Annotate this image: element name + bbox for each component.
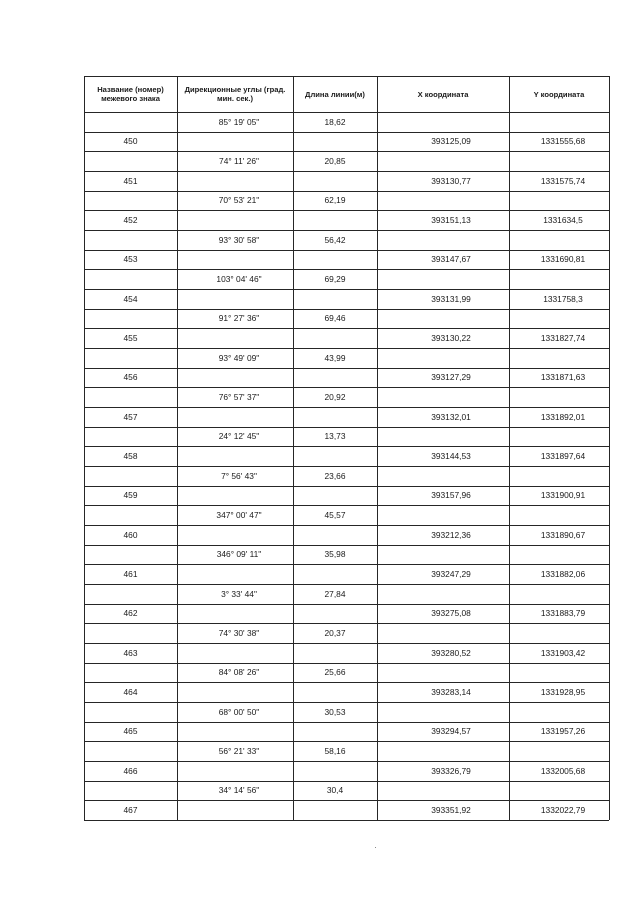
table-cell-name: 459 [123,490,138,501]
table-cell-length [293,722,377,741]
table-cell-name: 451 [123,175,138,186]
table-cell-length: 30,4 [326,785,344,796]
table-cell-y [513,151,613,170]
table-cell-y: 1331882,06 [540,569,586,580]
table-column-rule [377,76,378,820]
table-cell-length: 62,19 [324,195,346,206]
table-cell-name [84,348,177,367]
table-cell-angle [181,171,297,190]
table-cell-angle [181,446,297,465]
table-cell-angle: 346° 09' 11" [216,549,262,560]
table-cell-angle: 70° 53' 21" [218,195,260,206]
table-cell-angle: 74° 30' 38" [218,628,260,639]
table-cell-x: 393144,53 [431,451,471,462]
table-row-rule [177,820,293,821]
table-cell-y: 1331903,42 [540,647,586,658]
table-cell-name [84,584,177,603]
table-cell-length [293,682,377,701]
table-cell-x [385,191,517,210]
table-cell-y [513,230,613,249]
table-cell-name [84,466,177,485]
table-cell-y: 1331555,68 [540,136,586,147]
table-cell-y: 1331690,81 [540,254,586,265]
table-cell-x [385,623,517,642]
table-cell-length [293,171,377,190]
table-cell-length: 13,73 [324,431,346,442]
table-cell-x: 393132,01 [431,411,471,422]
table-cell-x [385,230,517,249]
table-cell-y: 1331758,3 [543,293,583,304]
table-cell-length: 56,42 [324,234,346,245]
table-cell-angle: 93° 30' 58" [218,234,260,245]
table-cell-x: 393147,67 [431,254,471,265]
table-cell-y [513,623,613,642]
table-cell-x: 393130,22 [431,333,471,344]
table-cell-angle: 91° 27' 36" [218,313,260,324]
table-cell-angle: 85° 19' 05" [218,116,260,127]
table-cell-length [293,407,377,426]
table-cell-name [84,191,177,210]
header-y-coordinate: Y координата [533,89,585,99]
table-cell-y [513,781,613,800]
table-cell-name: 465 [123,726,138,737]
table-cell-y: 1331634,5 [543,215,583,226]
table-row-rule [377,820,509,821]
table-cell-angle [181,525,297,544]
table-cell-name [84,151,177,170]
table-cell-name [84,387,177,406]
table-cell-x: 393275,08 [431,608,471,619]
table-cell-length: 20,37 [324,628,346,639]
table-cell-name [84,427,177,446]
table-cell-y: 1331928,95 [540,687,586,698]
table-cell-y: 1331900,91 [540,490,586,501]
table-cell-length [293,250,377,269]
table-cell-name: 467 [123,805,138,816]
table-cell-x [385,663,517,682]
table-cell-angle: 74° 11' 26" [219,156,259,167]
table-cell-angle: 68° 00' 50" [218,706,260,717]
table-cell-x [385,269,517,288]
table-row-rule [84,820,177,821]
table-cell-x: 393157,96 [431,490,471,501]
table-cell-angle [181,368,297,387]
table-cell-y [513,427,613,446]
table-cell-y [513,584,613,603]
table-cell-y: 1331890,67 [540,529,586,540]
table-cell-angle: 24° 12' 45" [218,431,260,442]
table-cell-length [293,604,377,623]
header-direction-angle: Дирекционные углы (град. мин. сек.) [184,85,286,103]
table-cell-y [513,741,613,760]
table-cell-name: 454 [123,293,138,304]
table-cell-angle [181,682,297,701]
table-cell-name: 458 [123,451,138,462]
table-cell-name: 460 [123,529,138,540]
table-cell-x: 393283,14 [431,687,471,698]
table-cell-x: 393151,13 [431,215,471,226]
table-cell-length [293,564,377,583]
table-cell-name: 456 [123,372,138,383]
table-cell-y: 1332005,68 [540,765,586,776]
table-cell-length: 30,53 [324,706,346,717]
table-cell-angle [181,210,297,229]
header-point-name: Название (номер) межевого знака [97,85,164,103]
table-cell-name: 453 [123,254,138,265]
table-cell-angle [181,328,297,347]
table-cell-name [84,702,177,721]
table-cell-y: 1331892,01 [540,411,586,422]
boundary-coordinates-table [84,76,609,820]
table-cell-length: 27,84 [324,588,346,599]
table-row-rule [509,820,609,821]
table-cell-x [385,505,517,524]
table-cell-angle [181,407,297,426]
table-cell-length: 20,92 [324,392,346,403]
table-cell-angle: 93° 49' 09" [218,352,260,363]
table-cell-name [84,663,177,682]
table-cell-length [293,486,377,505]
table-cell-angle: 56° 21' 33" [218,746,260,757]
table-cell-x [385,466,517,485]
table-cell-length: 35,98 [324,549,346,560]
table-cell-name [84,741,177,760]
table-cell-length: 18,62 [324,116,346,127]
table-cell-length [293,132,377,151]
table-cell-name [84,505,177,524]
table-cell-y [513,545,613,564]
table-cell-x [385,151,517,170]
table-row-rule [84,76,609,77]
table-cell-angle: 84° 08' 26" [218,667,260,678]
table-cell-x: 393351,92 [431,805,471,816]
table-cell-length [293,643,377,662]
table-cell-name: 466 [123,765,138,776]
table-cell-name [84,781,177,800]
table-cell-y: 1331957,26 [540,726,586,737]
table-cell-name [84,269,177,288]
table-cell-name: 461 [123,569,138,580]
table-cell-x [385,348,517,367]
table-cell-x: 393131,99 [431,293,471,304]
table-cell-x: 393212,36 [431,529,471,540]
table-cell-name: 450 [123,136,138,147]
table-cell-y [513,269,613,288]
table-cell-y [513,505,613,524]
table-cell-angle [181,132,297,151]
table-cell-name: 457 [123,411,138,422]
table-cell-name [84,545,177,564]
table-cell-length: 69,46 [324,313,346,324]
table-cell-y: 1331897,64 [540,451,586,462]
table-cell-x: 393130,77 [431,175,471,186]
table-cell-length: 45,57 [324,510,346,521]
table-cell-y [513,387,613,406]
table-cell-x: 393125,09 [431,136,471,147]
table-cell-angle: 34° 14' 56" [218,785,260,796]
table-cell-x [385,781,517,800]
table-cell-length [293,368,377,387]
header-line-length: Длина линии(м) [305,89,365,99]
table-cell-length: 69,29 [324,274,346,285]
table-cell-y [513,191,613,210]
table-cell-length [293,210,377,229]
table-cell-y: 1331575,74 [540,175,586,186]
table-cell-y: 1331871,63 [540,372,586,383]
table-cell-x [385,387,517,406]
table-cell-x [385,427,517,446]
table-cell-angle [181,486,297,505]
table-cell-length [293,289,377,308]
table-cell-x [385,309,517,328]
table-cell-length [293,800,377,819]
table-cell-angle [181,800,297,819]
table-cell-length: 58,16 [324,746,346,757]
table-column-rule [177,76,178,820]
table-cell-y [513,702,613,721]
header-x-coordinate: X координата [417,89,469,99]
table-cell-y [513,112,613,131]
table-cell-name [84,623,177,642]
table-cell-name: 463 [123,647,138,658]
table-cell-angle [181,761,297,780]
table-cell-x: 393247,29 [431,569,471,580]
table-cell-name: 464 [123,687,138,698]
table-cell-length: 43,99 [324,352,346,363]
table-cell-angle: 103° 04' 46" [216,274,262,285]
table-cell-name [84,112,177,131]
table-cell-name: 455 [123,333,138,344]
table-cell-length [293,525,377,544]
table-cell-x [385,741,517,760]
table-cell-y [513,663,613,682]
table-cell-y: 1332022,79 [540,805,586,816]
table-cell-length: 20,85 [324,156,346,167]
table-cell-name: 462 [123,608,138,619]
table-cell-name [84,309,177,328]
table-cell-length [293,446,377,465]
table-cell-name [84,230,177,249]
table-cell-x [385,702,517,721]
table-cell-x [385,112,517,131]
table-cell-name: 452 [123,215,138,226]
table-cell-x: 393326,79 [431,765,471,776]
table-cell-angle [181,564,297,583]
table-cell-angle: 7° 56' 43" [221,470,257,481]
table-cell-y: 1331883,79 [540,608,586,619]
table-row-rule [293,820,377,821]
table-cell-angle: 76° 57' 37" [218,392,260,403]
table-cell-y: 1331827,74 [540,333,586,344]
table-cell-x [385,584,517,603]
table-cell-angle: 347° 00' 47" [216,510,262,521]
table-cell-x [385,545,517,564]
table-cell-angle [181,722,297,741]
table-cell-length: 25,66 [324,667,346,678]
table-cell-x: 393294,57 [431,726,471,737]
table-cell-x: 393127,29 [431,372,471,383]
table-cell-angle [181,604,297,623]
table-cell-y [513,309,613,328]
table-cell-angle: 3° 33' 44" [221,588,257,599]
table-cell-angle [181,643,297,662]
table-cell-angle [181,289,297,308]
scan-speck [375,847,376,848]
table-cell-y [513,348,613,367]
table-cell-length [293,761,377,780]
table-cell-angle [181,250,297,269]
table-cell-x: 393280,52 [431,647,471,658]
table-cell-length: 23,66 [324,470,346,481]
table-cell-length [293,328,377,347]
table-cell-y [513,466,613,485]
